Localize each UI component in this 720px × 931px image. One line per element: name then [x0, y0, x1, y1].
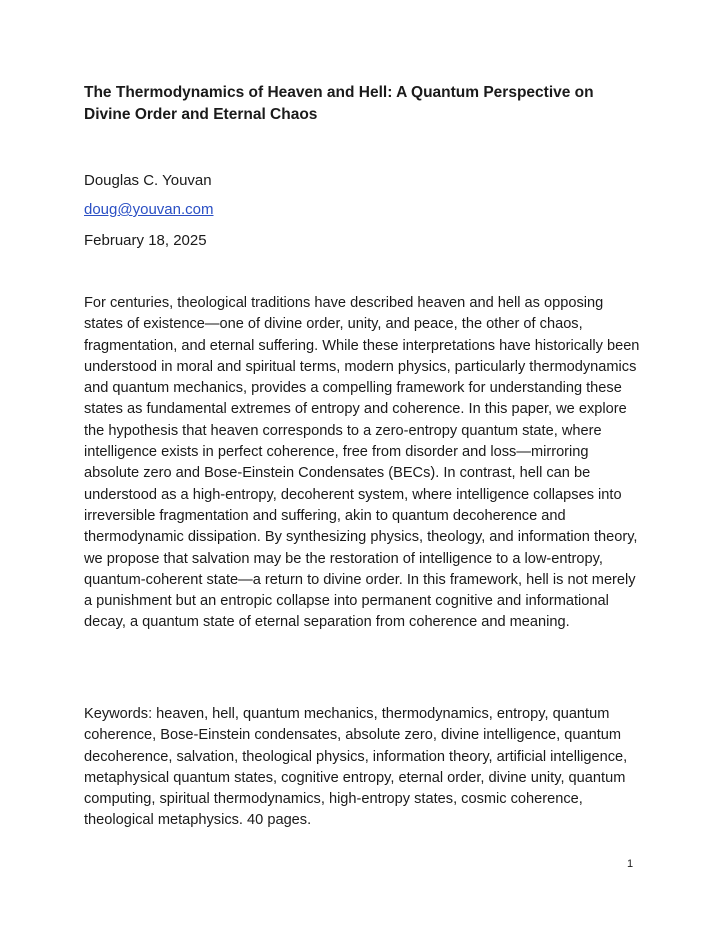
abstract-paragraph: For centuries, theological traditions have described heaven and hell as opposing states of existence—one of divine order, unity, and peace, the other of chaos, fragmentation, and eternal suffering. While these interpretations have historically been understood in moral and spiritual terms, modern physics, particularly thermodynamics and quantum mechanics, provides a compelling framework for understanding these states as fundamental extremes of entropy and coherence. In this paper, we explore the hypothesis that heaven corresponds to a zero-entropy quantum state, where intelligence exists in perfect coherence, free from disorder and loss—mirroring absolute zero and Bose-Einstein Condensates (BECs). In contrast, hell can be understood as a high-entropy, decoherent system, where intelligence collapses into irreversible fragmentation and suffering, akin to quantum decoherence and thermodynamic dissipation. By synthesizing physics, theology, and information theory, we propose that salvation may be the restoration of intelligence to a low-entropy, quantum-coherent state—a return to divine order. In this framework, hell is not merely a punishment but an entropic collapse into permanent cognitive and informational decay, a quantum state of eternal separation from coherence and meaning. — [84, 295, 640, 631]
page-number: 1 — [627, 858, 634, 870]
publication-date: February 18, 2025 — [84, 232, 207, 249]
paper-title: The Thermodynamics of Heaven and Hell: A Quantum Perspective on Divine Order and Eternal Chaos — [84, 84, 594, 123]
author-name: Douglas C. Youvan — [84, 172, 212, 189]
author-email-link[interactable]: doug@youvan.com — [84, 201, 214, 218]
keywords-paragraph: Keywords: heaven, hell, quantum mechanics, thermodynamics, entropy, quantum coherence, Bose-Einstein condensates, absolute zero, divine intelligence, quantum decoherence, salvation, theological physics, information theory, artificial intelligence, metaphysical quantum states, cognitive entropy, eternal order, divine unity, quantum computing, spiritual thermodynamics, high-entropy states, cosmic coherence, theological metaphysics. 40 pages. — [84, 706, 628, 829]
